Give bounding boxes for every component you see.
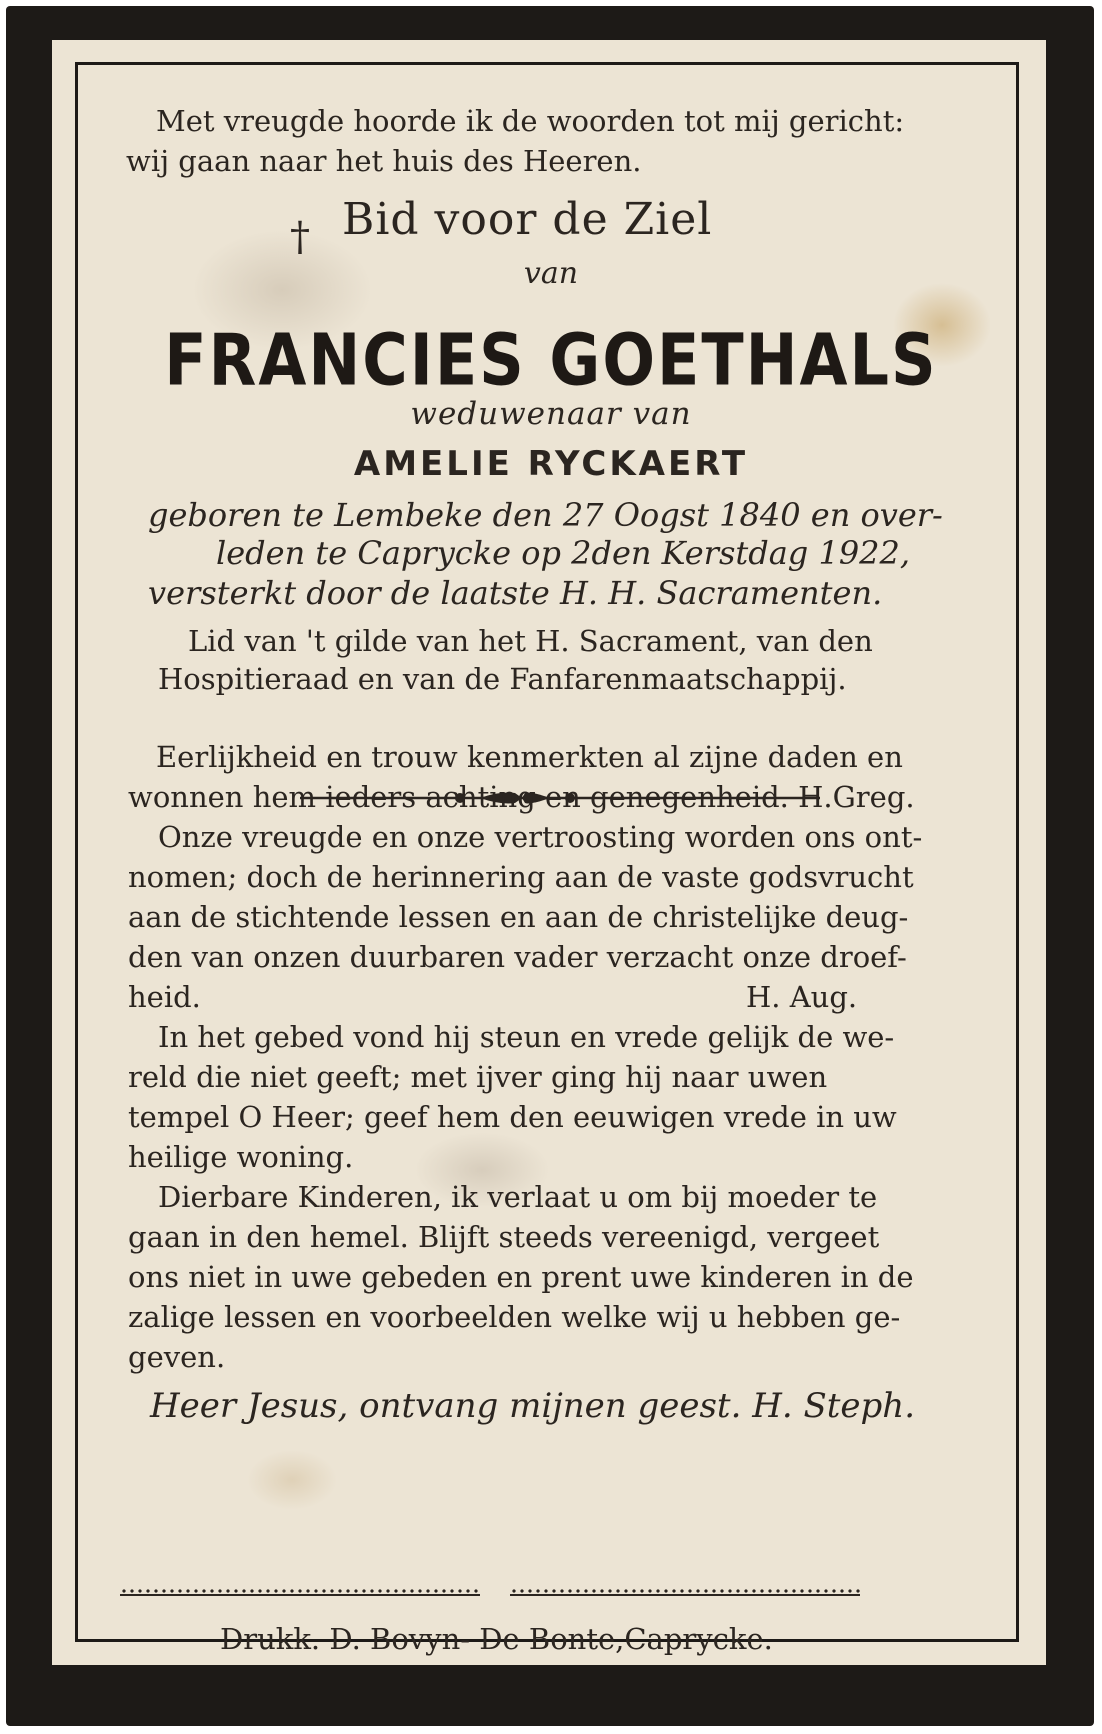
spouse-name: AMELIE RYCKAERT bbox=[353, 444, 749, 484]
deceased-name: FRANCIES GOETHALS bbox=[164, 318, 938, 402]
body-line-3: Onze vreugde en onze vertroosting worden ons ont- bbox=[158, 820, 923, 854]
body-line-9: reld die niet geeft; met ijver ging hij naar uwen bbox=[128, 1060, 828, 1094]
body-line-10: tempel O Heer; geef hem den eeuwigen vrede in uw bbox=[128, 1100, 897, 1134]
body-line-7: heid. bbox=[128, 980, 201, 1014]
membership-line-1: Lid van 't gilde van het H. Sacrament, van den bbox=[188, 624, 873, 658]
body-line-4: nomen; doch de herinnering aan de vaste godsvrucht bbox=[128, 860, 914, 894]
body-line-11: heilige woning. bbox=[128, 1140, 354, 1174]
closing-prayer: Heer Jesus, ontvang mijnen geest. H. Steph. bbox=[150, 1386, 916, 1426]
van-label: van bbox=[523, 256, 579, 291]
body-line-8: In het gebed vond hij steun en vrede gelijk de we- bbox=[158, 1020, 895, 1054]
body-line-14: ons niet in uwe gebeden en prent uwe kinderen in de bbox=[128, 1260, 914, 1294]
bio-line-3: versterkt door de laatste H. H. Sacramenten. bbox=[148, 574, 883, 612]
relation-label: weduwenaar van bbox=[410, 396, 692, 432]
dotted-rule-right bbox=[510, 1588, 860, 1596]
cross-icon: † bbox=[290, 214, 310, 260]
motto-line-2: wij gaan naar het huis des Heeren. bbox=[126, 144, 642, 178]
bio-line-1: geboren te Lembeke den 27 Oogst 1840 en over- bbox=[148, 496, 943, 534]
prayer-heading: Bid voor de Ziel bbox=[342, 194, 713, 245]
body-attribution-aug: H. Aug. bbox=[746, 980, 858, 1014]
bio-line-2: leden te Caprycke op 2den Kerstdag 1922, bbox=[216, 534, 911, 572]
body-line-6: den van onzen duurbaren vader verzacht onze droef- bbox=[128, 940, 907, 974]
printer-imprint: Drukk. D. Bovyn- De Bonte,Caprycke. bbox=[220, 1622, 773, 1656]
body-line-1: Eerlijkheid en trouw kenmerkten al zijne daden en bbox=[156, 740, 903, 774]
motto-line-1: Met vreugde hoorde ik de woorden tot mij gericht: bbox=[156, 104, 905, 138]
membership-line-2: Hospitieraad en van de Fanfarenmaatschappij. bbox=[158, 662, 847, 696]
body-line-16: geven. bbox=[128, 1340, 226, 1374]
body-line-12: Dierbare Kinderen, ik verlaat u om bij moeder te bbox=[158, 1180, 878, 1214]
body-line-5: aan de stichtende lessen en aan de christelijke deug- bbox=[128, 900, 909, 934]
body-line-2: wonnen hem ieders achting en genegenheid. H.Greg. bbox=[128, 780, 915, 814]
body-line-15: zalige lessen en voorbeelden welke wij u hebben ge- bbox=[128, 1300, 901, 1334]
dotted-rule-left bbox=[120, 1588, 480, 1596]
body-line-13: gaan in den hemel. Blijft steeds vereenigd, vergeet bbox=[128, 1220, 880, 1254]
